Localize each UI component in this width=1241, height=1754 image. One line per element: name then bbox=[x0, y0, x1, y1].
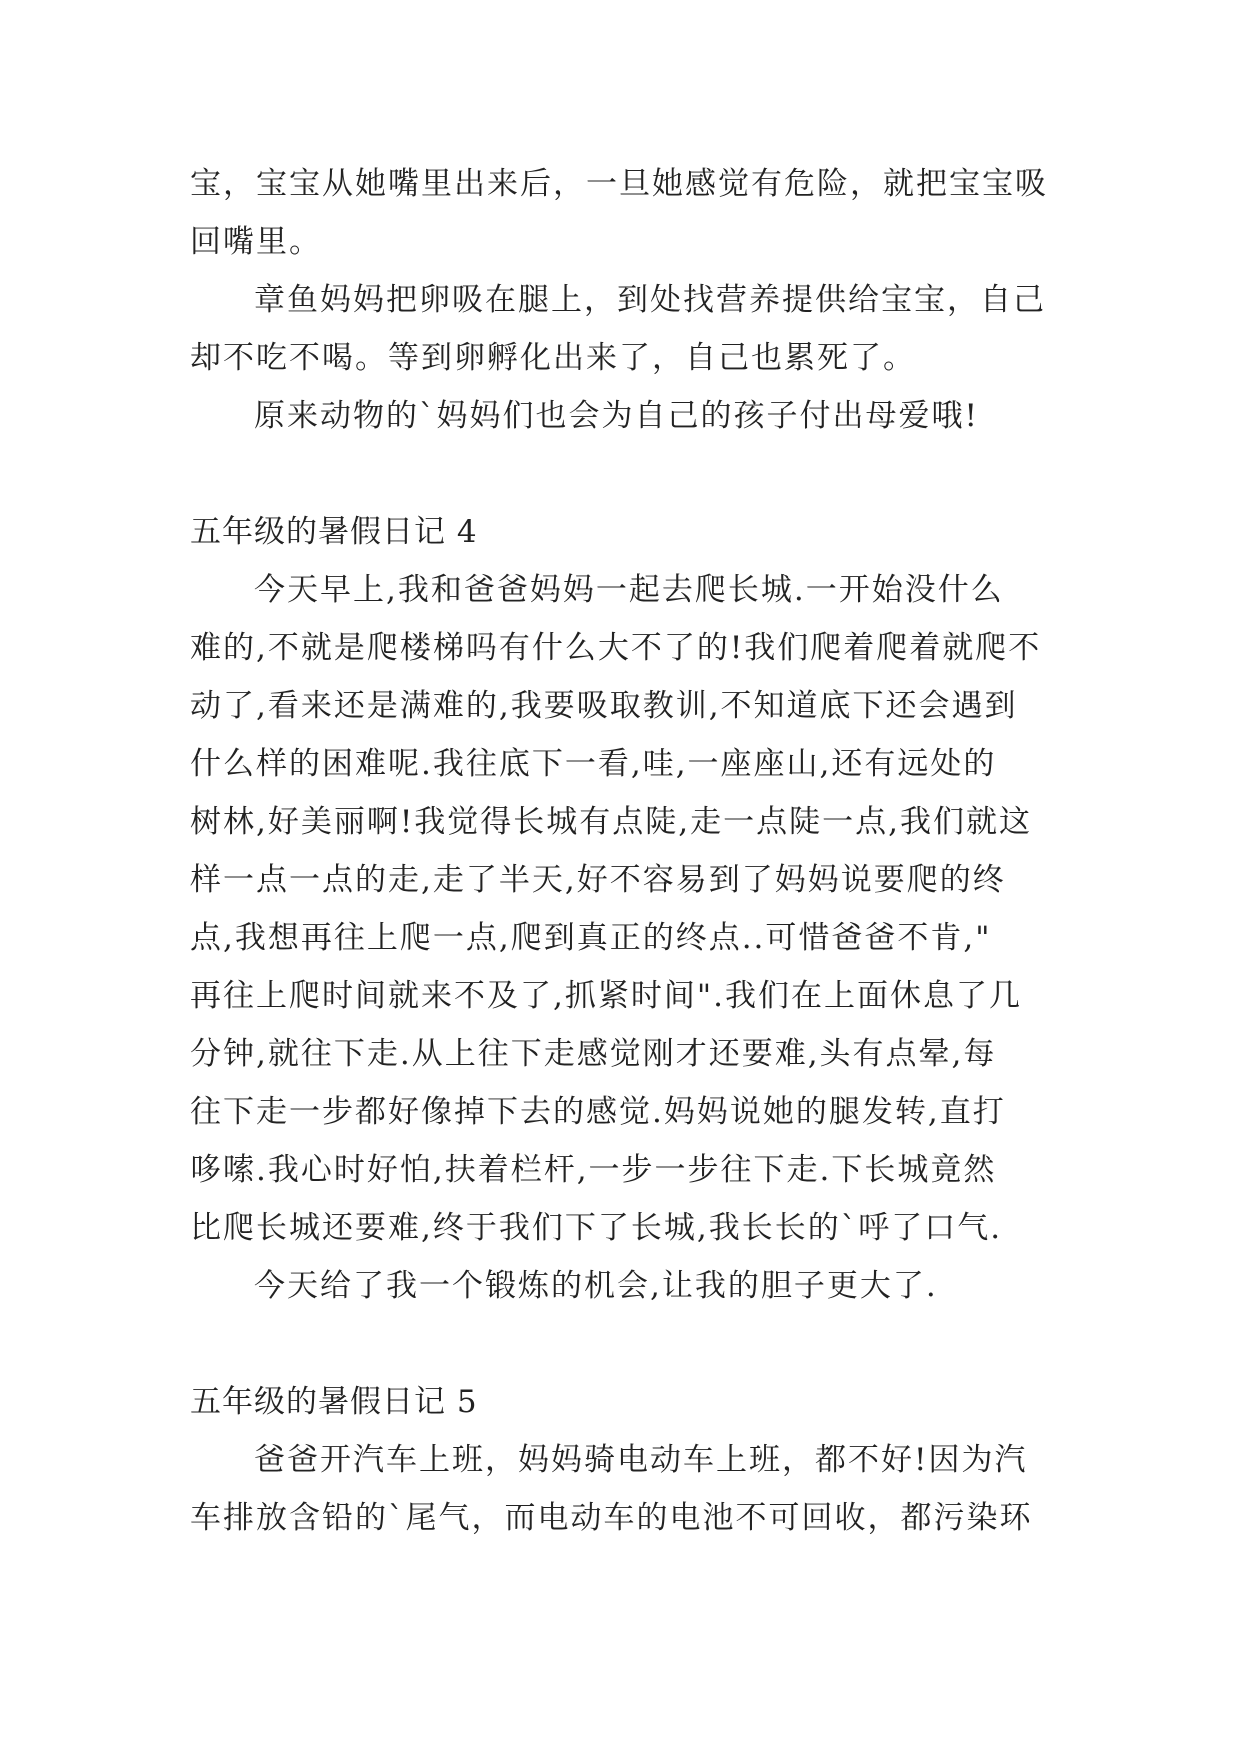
paragraph-first-line: 原来动物的`妈妈们也会为自己的孩子付出母爱哦! bbox=[254, 398, 979, 434]
paragraph-first-line: 爸爸开汽车上班，妈妈骑电动车上班，都不好!因为汽 bbox=[254, 1442, 1028, 1478]
section-heading: 五年级的暑假日记 4 bbox=[190, 514, 478, 550]
body-line: 车排放含铅的`尾气，而电动车的电池不可回收，都污染环 bbox=[190, 1500, 1033, 1536]
body-line: 什么样的困难呢.我往底下一看,哇,一座座山,还有远处的 bbox=[190, 746, 997, 782]
body-line: 宝，宝宝从她嘴里出来后，一旦她感觉有危险，就把宝宝吸 bbox=[190, 166, 1048, 202]
body-line: 却不吃不喝。等到卵孵化出来了，自己也累死了。 bbox=[190, 340, 916, 376]
body-line: 往下走一步都好像掉下去的感觉.妈妈说她的腿发转,直打 bbox=[190, 1094, 1006, 1130]
body-line: 树林,好美丽啊!我觉得长城有点陡,走一点陡一点,我们就这 bbox=[190, 804, 1033, 840]
body-line: 分钟,就往下走.从上往下走感觉刚才还要难,头有点晕,每 bbox=[190, 1036, 997, 1072]
body-line: 样一点一点的走,走了半天,好不容易到了妈妈说要爬的终 bbox=[190, 862, 1006, 898]
body-line: 难的,不就是爬楼梯吗有什么大不了的!我们爬着爬着就爬不 bbox=[190, 630, 1042, 666]
body-line: 再往上爬时间就来不及了,抓紧时间".我们在上面休息了几 bbox=[190, 978, 1022, 1014]
paragraph-first-line: 章鱼妈妈把卵吸在腿上，到处找营养提供给宝宝，自己 bbox=[254, 282, 1046, 318]
body-line: 回嘴里。 bbox=[190, 224, 322, 260]
paragraph-first-line: 今天早上,我和爸爸妈妈一起去爬长城.一开始没什么 bbox=[254, 572, 1004, 608]
section-heading: 五年级的暑假日记 5 bbox=[190, 1384, 478, 1420]
body-line: 点,我想再往上爬一点,爬到真正的终点..可惜爸爸不肯," bbox=[190, 920, 992, 956]
paragraph-first-line: 今天给了我一个锻炼的机会,让我的胆子更大了. bbox=[254, 1268, 938, 1304]
body-line: 比爬长城还要难,终于我们下了长城,我长长的`呼了口气. bbox=[190, 1210, 1003, 1246]
body-line: 动了,看来还是满难的,我要吸取教训,不知道底下还会遇到 bbox=[190, 688, 1018, 724]
body-line: 哆嗦.我心时好怕,扶着栏杆,一步一步往下走.下长城竟然 bbox=[190, 1152, 997, 1188]
